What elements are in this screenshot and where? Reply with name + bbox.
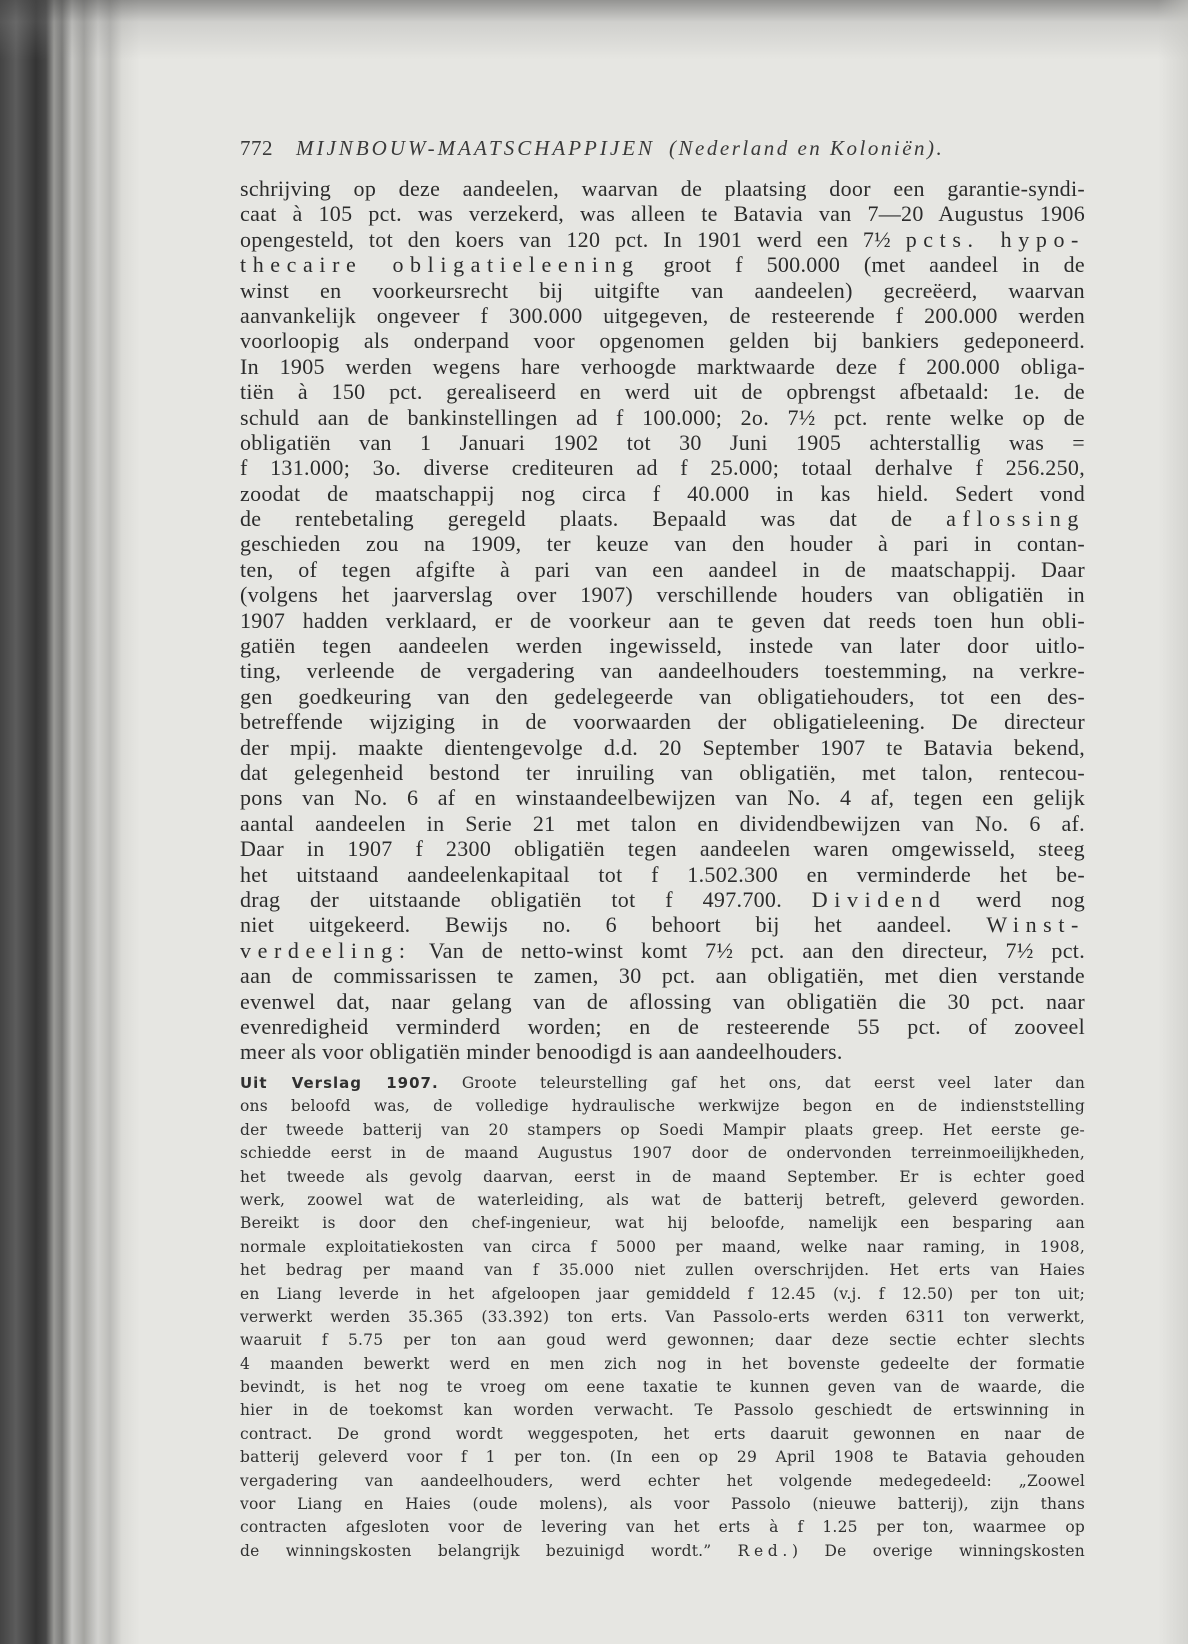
main-text-line: caat à 105 pct. was verzekerd, was alleen te Batavia van 7—20 Augustus 1906 <box>240 201 1085 227</box>
main-text-line: tiën à 150 pct. gerealiseerd en werd uit de opbrengst afbetaald: 1e. de <box>240 379 1085 405</box>
text-run: de rentebetaling geregeld plaats. Bepaald was dat de <box>240 506 947 532</box>
main-text-line <box>240 912 1085 937</box>
note-text-line: Bereikt is door den chef-ingenieur, wat hij beloofde, namelijk een besparing aan <box>240 1214 1085 1233</box>
note-text-line <box>240 1540 1085 1563</box>
main-text-line: evenwel dat, naar gelang van de aflossing van obligatiën die 30 pct. naar <box>240 988 1085 1014</box>
main-text-line: evenredigheid verminderd worden; en de resteerende 55 pct. of zooveel <box>240 1013 1085 1039</box>
main-text-line <box>240 887 1085 912</box>
main-text-line: het uitstaand aandeelenkapitaal tot f 1.502.300 en verminderde het be- <box>240 861 1085 887</box>
spaced-emphasis: aflossing <box>946 506 1085 532</box>
main-text-line: f 131.000; 3o. diverse crediteuren ad f 25.000; totaal derhalve f 256.250, <box>240 455 1085 481</box>
note-text-line: en Liang leverde in het afgeloopen jaar gemiddeld f 12.45 (v.j. f 12.50) per ton uit; <box>240 1284 1085 1303</box>
note-text-line: verwerkt werden 35.365 (33.392) ton erts. Van Passolo-erts werden 6311 ton verwerkt, <box>240 1307 1085 1326</box>
report-note <box>240 1072 1085 1563</box>
text-run: drag der uitstaande obligatiën tot f 497.700. <box>240 886 812 912</box>
page-number: 772 <box>240 136 273 160</box>
main-text-line: 1907 hadden verklaard, er de voorkeur aan te geven dat reeds toen hun obli- <box>240 607 1085 633</box>
main-paragraph <box>240 176 1085 1065</box>
note-text-line: schiedde eerst in de maand Augustus 1907 door de ondervonden terreinmoeilijkheden, <box>240 1144 1085 1163</box>
spaced-emphasis: Winst- <box>986 912 1085 938</box>
main-text-line: ten, of tegen afgifte à pari van een aandeel in de maatschappij. Daar <box>240 556 1085 582</box>
main-text-line <box>240 938 1085 963</box>
main-text-line: der mpij. maakte dientengevolge d.d. 20 September 1907 te Batavia bekend, <box>240 734 1085 760</box>
running-header <box>240 134 1085 162</box>
running-subtitle: (Nederland en Koloniën). <box>669 136 945 160</box>
note-text-line: het bedrag per maand van f 35.000 niet zullen overschrijden. Het erts van Haies <box>240 1261 1085 1280</box>
main-text-line: gatiën tegen aandeelen werden ingewisseld, instede van later door uitlo- <box>240 633 1085 659</box>
main-text-line: schuld aan de bankinstellingen ad f 100.000; 2o. 7½ pct. rente welke op de <box>240 404 1085 430</box>
main-text-line: geschieden zou na 1909, ter keuze van den houder à pari in contan- <box>240 531 1085 557</box>
main-text-line: ting, verleende de vergadering van aandeelhouders toestemming, na verkre- <box>240 658 1085 684</box>
main-text-line: voorloopig als onderpand voor opgenomen gelden bij bankiers gedeponeerd. <box>240 328 1085 354</box>
main-text-line: Daar in 1907 f 2300 obligatiën tegen aandeelen waren omgewisseld, steeg <box>240 836 1085 862</box>
text-run: Van de netto-winst komt 7½ pct. aan den directeur, 7½ pct. <box>411 937 1085 963</box>
main-text-line: schrijving op deze aandeelen, waarvan de plaatsing door een garantie-syndi- <box>240 176 1085 201</box>
note-text-line: contracten afgesloten voor de levering van het erts à f 1.25 per ton, waarmee op <box>240 1518 1085 1537</box>
main-text-line <box>240 506 1085 531</box>
main-text-line: aanvankelijk ongeveer f 300.000 uitgegeven, de resteerende f 200.000 werden <box>240 302 1085 328</box>
note-text-line <box>240 1072 1085 1095</box>
main-text-line: (volgens het jaarverslag over 1907) verschillende houders van obligatiën in <box>240 582 1085 608</box>
main-text-line: obligatiën van 1 Januari 1902 tot 30 Juni 1905 achterstallig was = <box>240 429 1085 455</box>
spaced-emphasis: verdeeling: <box>240 937 412 963</box>
main-text-line: gen goedkeuring van den gedelegeerde van obligatiehouders, tot een des- <box>240 683 1085 709</box>
main-text-line: meer als voor obligatiën minder benoodigd is aan aandeelhouders. <box>240 1039 843 1065</box>
text-run: ) De overige winningskosten <box>791 1541 1085 1560</box>
main-text-line: In 1905 werden wegens hare verhoogde marktwaarde deze f 200.000 obliga- <box>240 353 1085 379</box>
book-binding-edge <box>0 0 140 1644</box>
text-run: werd nog <box>946 886 1085 912</box>
main-text-line: betreffende wijziging in de voorwaarden der obligatieleening. De directeur <box>240 709 1085 735</box>
main-text-line: pons van No. 6 af en winstaandeelbewijzen van No. 4 af, tegen een gelijk <box>240 785 1085 811</box>
note-text-line: batterij geleverd voor f 1 per ton. (In een op 29 April 1908 te Batavia gehouden <box>240 1448 1085 1467</box>
note-text-line: 4 maanden bewerkt werd en men zich nog in het bovenste gedeelte der formatie <box>240 1354 1085 1373</box>
text-run: niet uitgekeerd. Bewijs no. 6 behoort bij het aandeel. <box>240 912 987 938</box>
main-text-line: zoodat de maatschappij nog circa f 40.000 in kas hield. Sedert vond <box>240 480 1085 506</box>
main-text-line <box>240 227 1085 252</box>
note-text-line: bevindt, is het nog te vroeg om eene taxatie te kunnen geven van de waarde, die <box>240 1378 1085 1397</box>
main-text-line: aantal aandeelen in Serie 21 met talon en dividendbewijzen van No. 6 af. <box>240 810 1085 836</box>
scan-top-shadow <box>0 0 1188 60</box>
main-text-line: winst en voorkeursrecht bij uitgifte van aandeelen) gecreëerd, waarvan <box>240 277 1085 303</box>
text-run: de winningskosten belangrijk bezuinigd wordt.” <box>240 1541 738 1560</box>
note-text-line: contract. De grond wordt weggespoten, het erts daaruit gewonnen en naar de <box>240 1424 1085 1443</box>
text-run: opengesteld, tot den koers van 120 pct. In 1901 werd een 7½ <box>240 226 906 252</box>
note-text-line: normale exploitatiekosten van circa f 5000 per maand, welke naar raming, in 1908, <box>240 1237 1085 1256</box>
note-text-line: voor Liang en Haies (oude molens), als voor Passolo (nieuwe batterij), zijn thans <box>240 1495 1085 1514</box>
note-text-line: waaruit f 5.75 per ton aan goud werd gewonnen; daar deze sectie echter slechts <box>240 1331 1085 1350</box>
running-title: MIJNBOUW-MAATSCHAPPIJEN <box>296 136 656 160</box>
note-text-line: werk, zoowel wat de waterleiding, als wat de batterij betreft, geleverd geworden. <box>240 1190 1085 1209</box>
spaced-emphasis: thecaire obligatieleening <box>240 252 640 278</box>
note-text-line: ons beloofd was, de volledige hydraulische werkwijze begon en de indienststelling <box>240 1097 1085 1116</box>
spaced-emphasis: Red. <box>737 1541 792 1560</box>
main-text-line: dat gelegenheid bestond ter inruiling van obligatiën, met talon, rentecou- <box>240 759 1085 785</box>
spaced-emphasis: pcts. hypo- <box>905 226 1085 252</box>
note-text-line: hier in de toekomst kan worden verwacht. Te Passolo geschiedt de ertswinning in <box>240 1401 1085 1420</box>
scan-right-shadow <box>1158 0 1188 1644</box>
text-run: Groote teleurstelling gaf het ons, dat eerst veel later dan <box>438 1074 1085 1092</box>
main-text-line <box>240 252 1085 277</box>
spaced-emphasis: Dividend <box>811 886 947 912</box>
note-text-line: vergadering van aandeelhouders, werd echter het volgende medegedeeld: „Zoowel <box>240 1471 1085 1490</box>
section-heading: Uit Verslag 1907. <box>240 1074 439 1092</box>
main-text-line: aan de commissarissen te zamen, 30 pct. aan obligatiën, met dien verstande <box>240 963 1085 989</box>
text-run: groot f 500.000 (met aandeel in de <box>639 252 1085 278</box>
note-text-line: der tweede batterij van 20 stampers op Soedi Mampir plaats greep. Het eerste ge- <box>240 1120 1085 1139</box>
note-text-line: het tweede als gevolg daarvan, eerst in de maand September. Er is echter goed <box>240 1167 1085 1186</box>
